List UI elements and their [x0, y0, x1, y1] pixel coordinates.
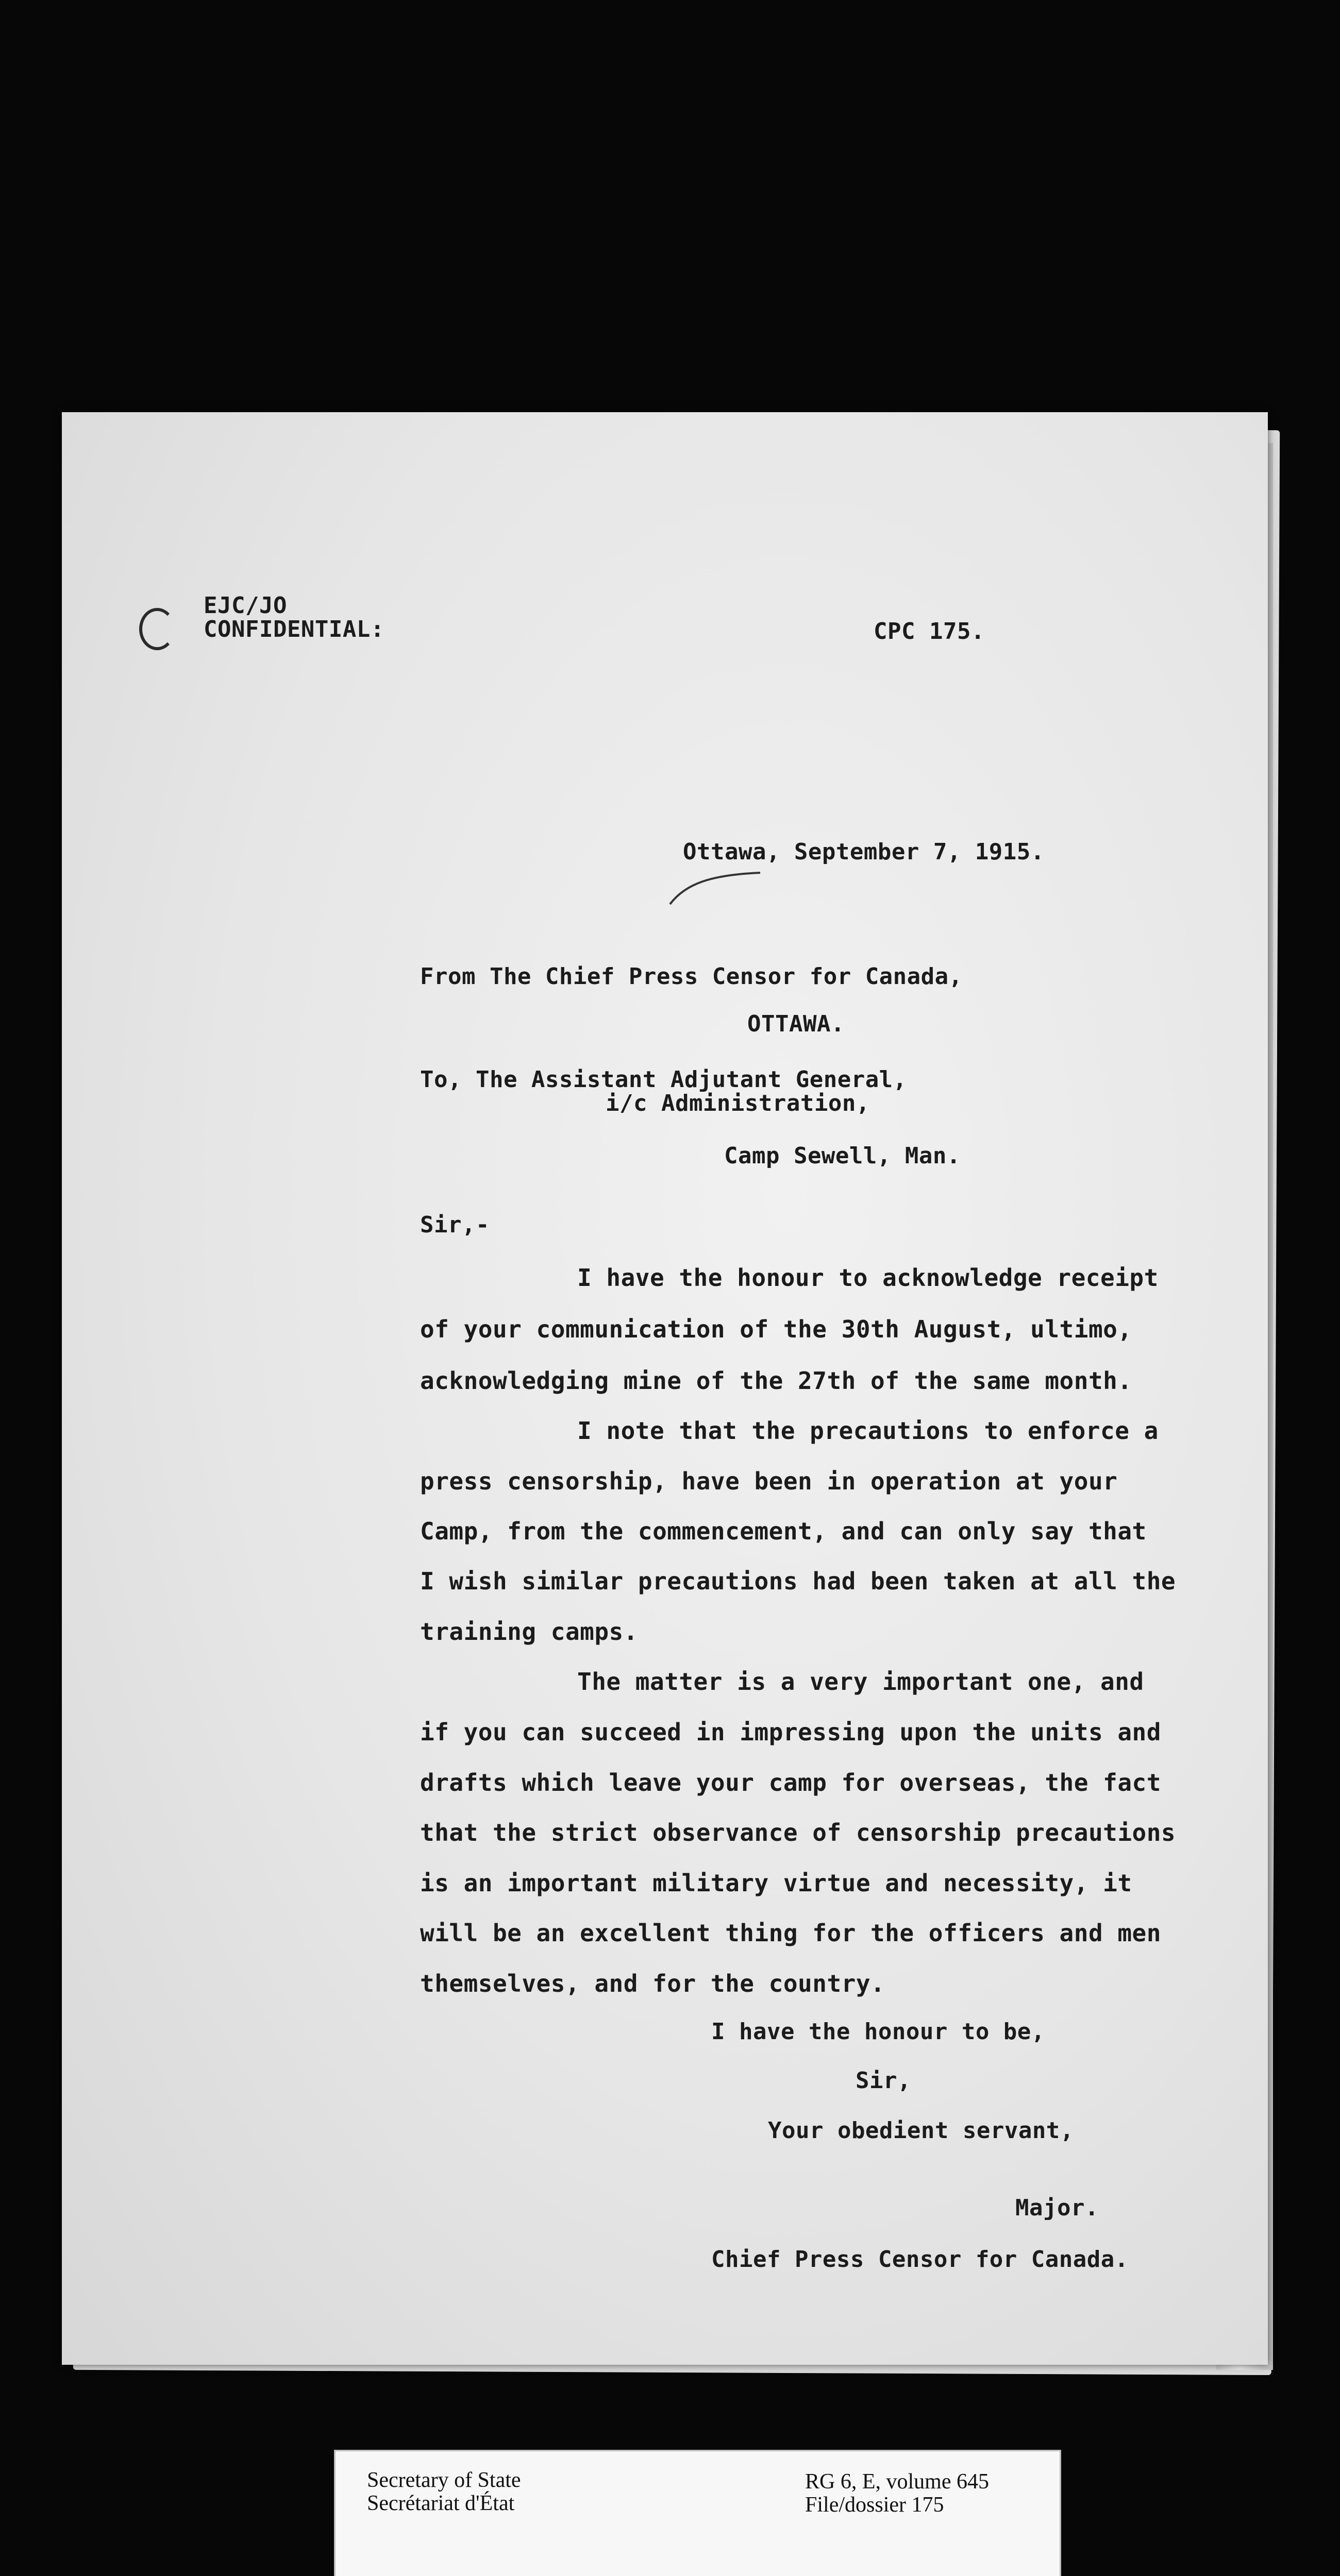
reference-initials: EJC/JO — [204, 592, 287, 619]
fonds-name-en: Secretary of State — [367, 2468, 521, 2492]
closing-line: Your obedient servant, — [768, 2117, 1074, 2144]
body-line: I have the honour to acknowledge receipt — [577, 1264, 1159, 1292]
body-line: drafts which leave your camp for overseas, the fact — [420, 1769, 1161, 1797]
tab-notch-right — [1058, 2543, 1107, 2576]
body-line: is an important military virtue and necessity, it — [420, 1869, 1132, 1897]
body-line: The matter is a very important one, and — [577, 1668, 1144, 1696]
archive-reference: RG 6, E, volume 645 — [805, 2470, 989, 2494]
body-line: if you can succeed in impressing upon the units and — [420, 1718, 1161, 1746]
body-line: acknowledging mine of the 27th of the same month. — [420, 1367, 1132, 1395]
body-line: I wish similar precautions had been taken at all the — [420, 1567, 1176, 1595]
pen-mark — [665, 866, 768, 907]
body-line: training camps. — [420, 1618, 638, 1646]
classification-label: CONFIDENTIAL: — [204, 616, 384, 642]
place-date: Ottawa, September 7, 1915. — [683, 839, 1045, 865]
file-reference: CPC 175. — [874, 618, 985, 645]
body-line: will be an excellent thing for the officers and men — [420, 1919, 1161, 1947]
tab-notch-left — [196, 2543, 335, 2576]
signatory-title: Chief Press Censor for Canada. — [711, 2246, 1129, 2273]
to-line-2: i/c Administration, — [606, 1090, 870, 1116]
body-line: press censorship, have been in operation at your — [420, 1467, 1118, 1495]
fonds-name-fr: Secrétariat d'État — [367, 2492, 515, 2515]
archive-file-number: File/dossier 175 — [805, 2493, 944, 2517]
body-line: Camp, from the commencement, and can only say that — [420, 1517, 1147, 1545]
closing-line: I have the honour to be, — [711, 2019, 1045, 2045]
signatory-rank: Major. — [1015, 2195, 1099, 2221]
to-line: To, The Assistant Adjutant General, — [420, 1066, 907, 1093]
body-line: of your communication of the 30th August, ultimo, — [420, 1315, 1132, 1343]
from-city: OTTAWA. — [747, 1011, 845, 1037]
body-line: I note that the precautions to enforce a — [577, 1417, 1159, 1445]
punch-hole-mark — [139, 608, 175, 650]
to-place: Camp Sewell, Man. — [724, 1143, 961, 1169]
body-line: themselves, and for the country. — [420, 1970, 885, 1997]
salutation: Sir,- — [420, 1212, 490, 1238]
closing-line: Sir, — [856, 2067, 911, 2094]
from-line: From The Chief Press Censor for Canada, — [420, 963, 963, 990]
body-line: that the strict observance of censorship precautions — [420, 1819, 1176, 1846]
